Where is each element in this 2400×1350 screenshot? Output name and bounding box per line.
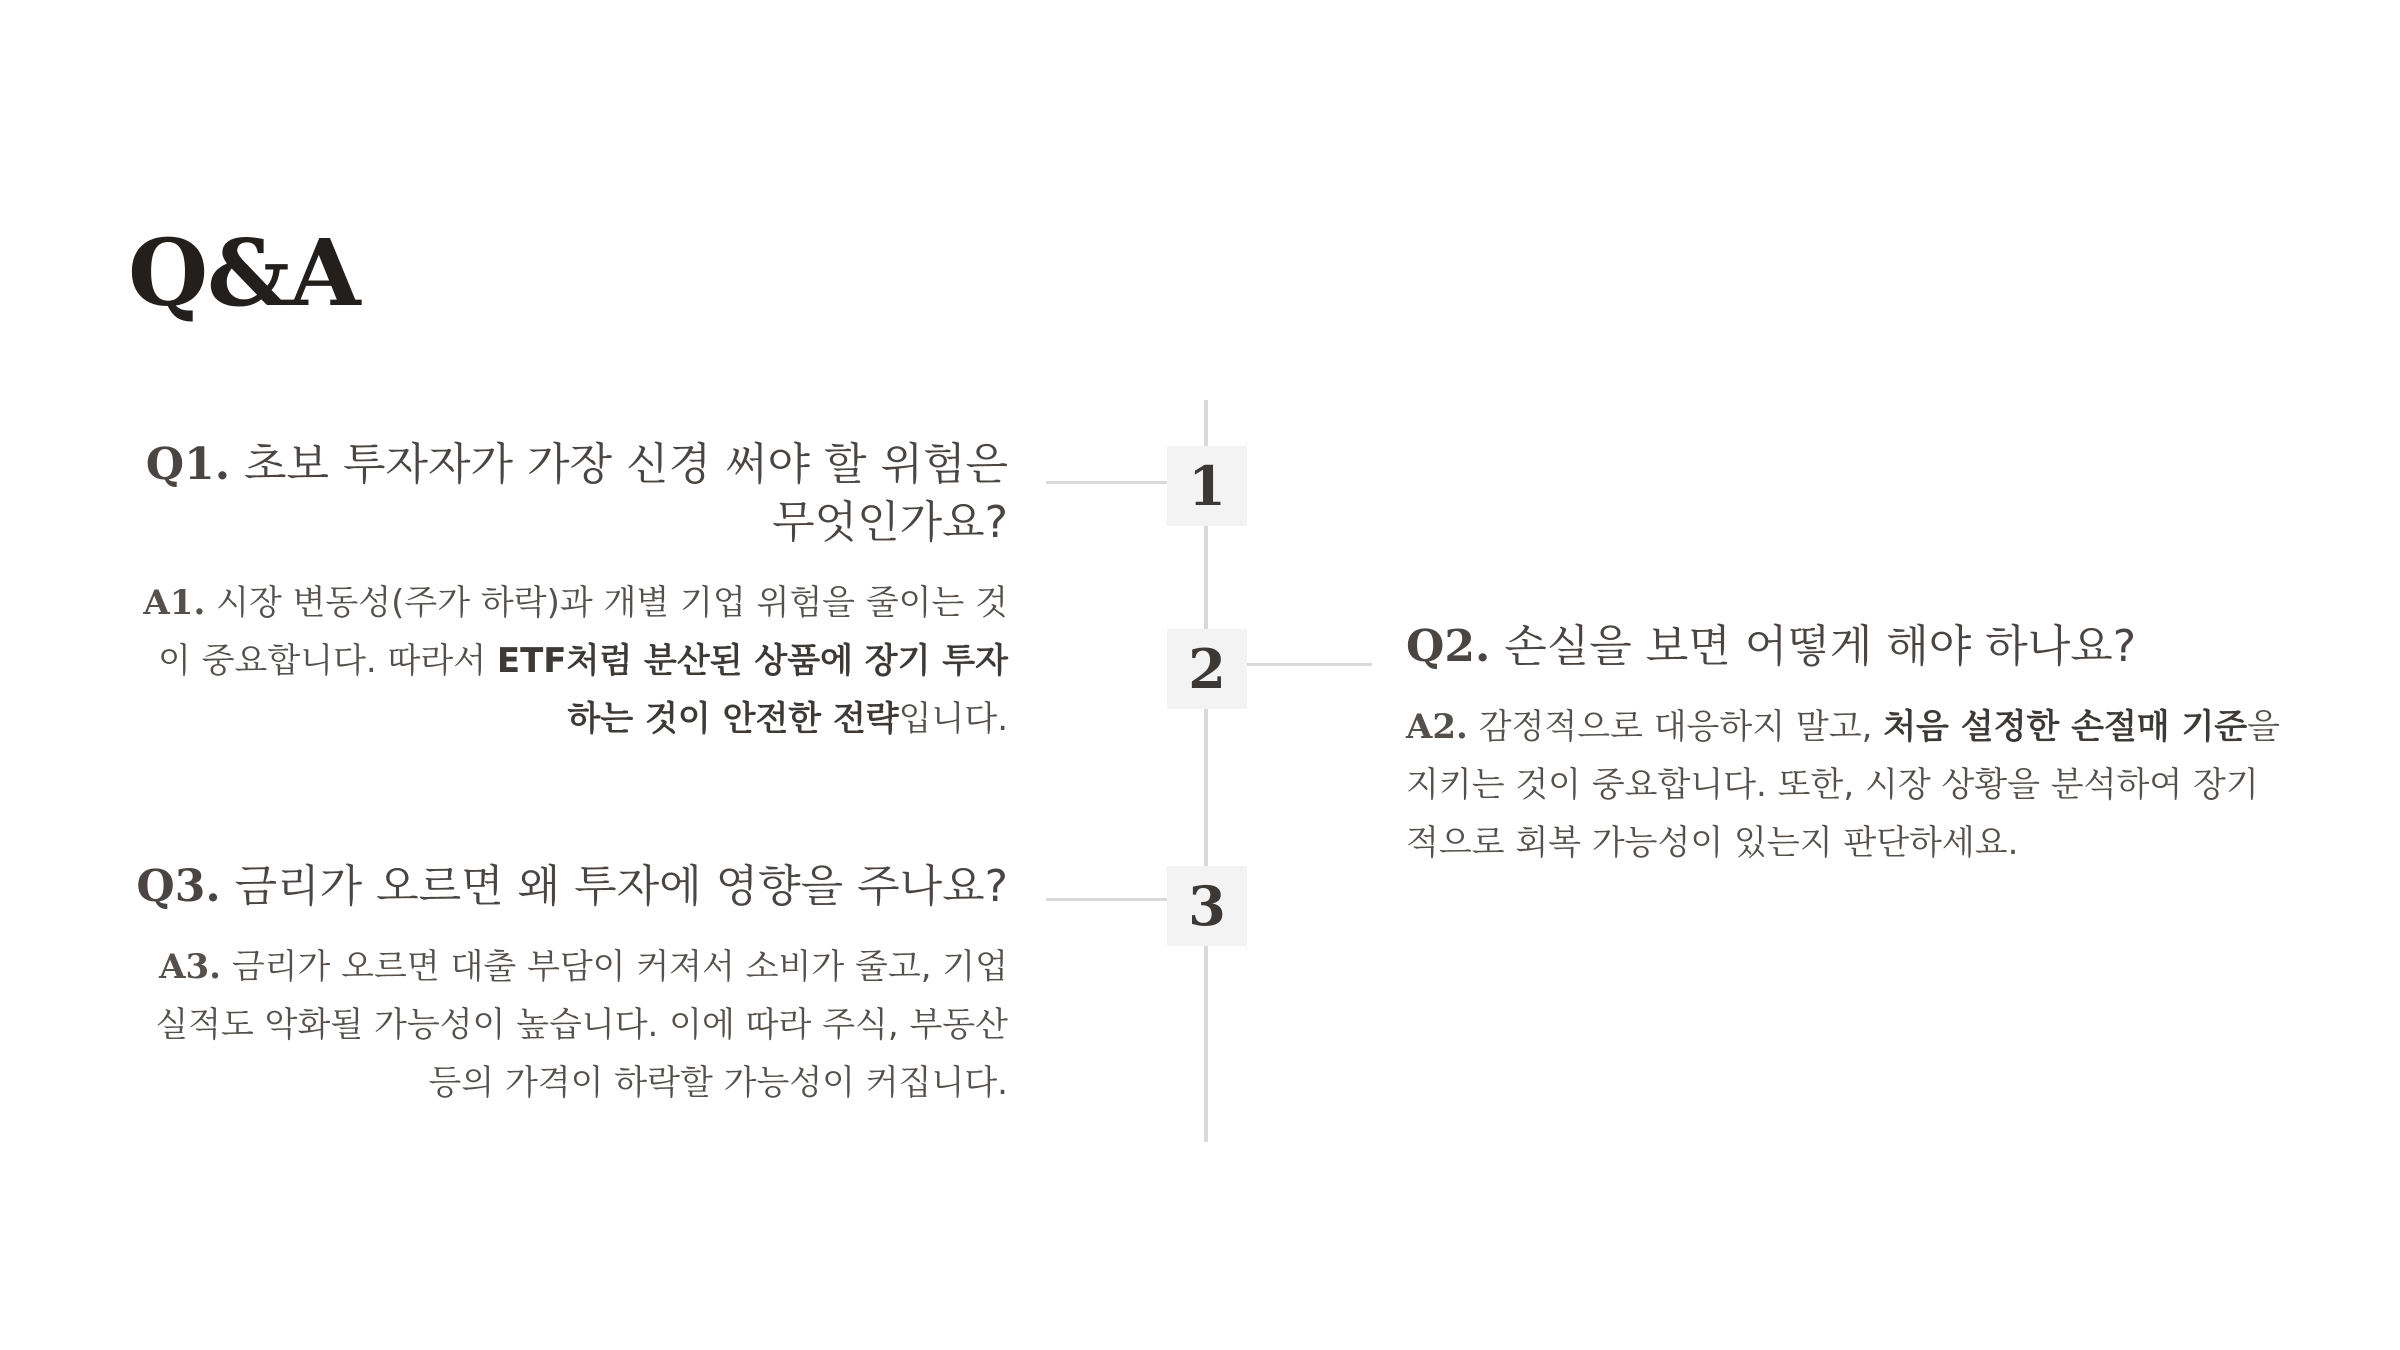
question-2 [1406, 618, 2286, 676]
connector-3 [1046, 898, 1168, 901]
answer-highlight: 처음 설정한 손절매 기준 [1883, 707, 2248, 747]
question-text: 금리가 오르면 왜 투자에 영향을 주나요? [234, 861, 1008, 912]
connector-2 [1246, 663, 1372, 666]
question-number: Q1. [145, 439, 231, 490]
question-text: 손실을 보면 어떻게 해야 하나요? [1504, 621, 2137, 672]
question-3 [128, 858, 1008, 916]
answer-1 [128, 574, 1008, 748]
answer-number: A1. [143, 583, 206, 623]
answer-number: A3. [159, 947, 221, 987]
answer-2 [1406, 698, 2286, 872]
answer-number: A2. [1406, 707, 1468, 747]
question-text: 초보 투자자가 가장 신경 써야 할 위험은 무엇인가요? [244, 439, 1008, 548]
qa-item-3 [128, 858, 1008, 1112]
answer-text-end: 입니다. [898, 699, 1008, 739]
step-marker-1: 1 [1167, 446, 1247, 526]
answer-text: 감정적으로 대응하지 말고, [1478, 707, 1884, 747]
question-1 [128, 436, 1008, 552]
question-number: Q3. [136, 861, 221, 912]
step-marker-3: 3 [1167, 866, 1247, 946]
qa-item-2 [1406, 618, 2286, 872]
page-title: Q&A [128, 219, 360, 327]
question-number: Q2. [1406, 621, 1491, 672]
answer-highlight: ETF처럼 분산된 상품에 장기 투자하는 것이 안전한 전략 [496, 641, 1008, 739]
answer-text: 금리가 오르면 대출 부담이 커져서 소비가 줄고, 기업 실적도 악화될 가능성이 높습니다. 이에 따라 주식, 부동산 등의 가격이 하락할 가능성이 커집니다. [155, 947, 1008, 1103]
answer-text-end: 을 지키는 것이 중요합니다. 또한, 시장 상황을 분석하여 장기적으로 회복 가능성이 있는지 판단하세요. [1406, 707, 2281, 863]
step-marker-2: 2 [1167, 629, 1247, 709]
answer-text: 시장 변동성(주가 하락)과 개별 기업 위험을 줄이는 것이 중요합니다. 따라서 [158, 583, 1008, 681]
answer-3 [128, 938, 1008, 1112]
qa-item-1 [128, 436, 1008, 748]
connector-1 [1046, 481, 1168, 484]
